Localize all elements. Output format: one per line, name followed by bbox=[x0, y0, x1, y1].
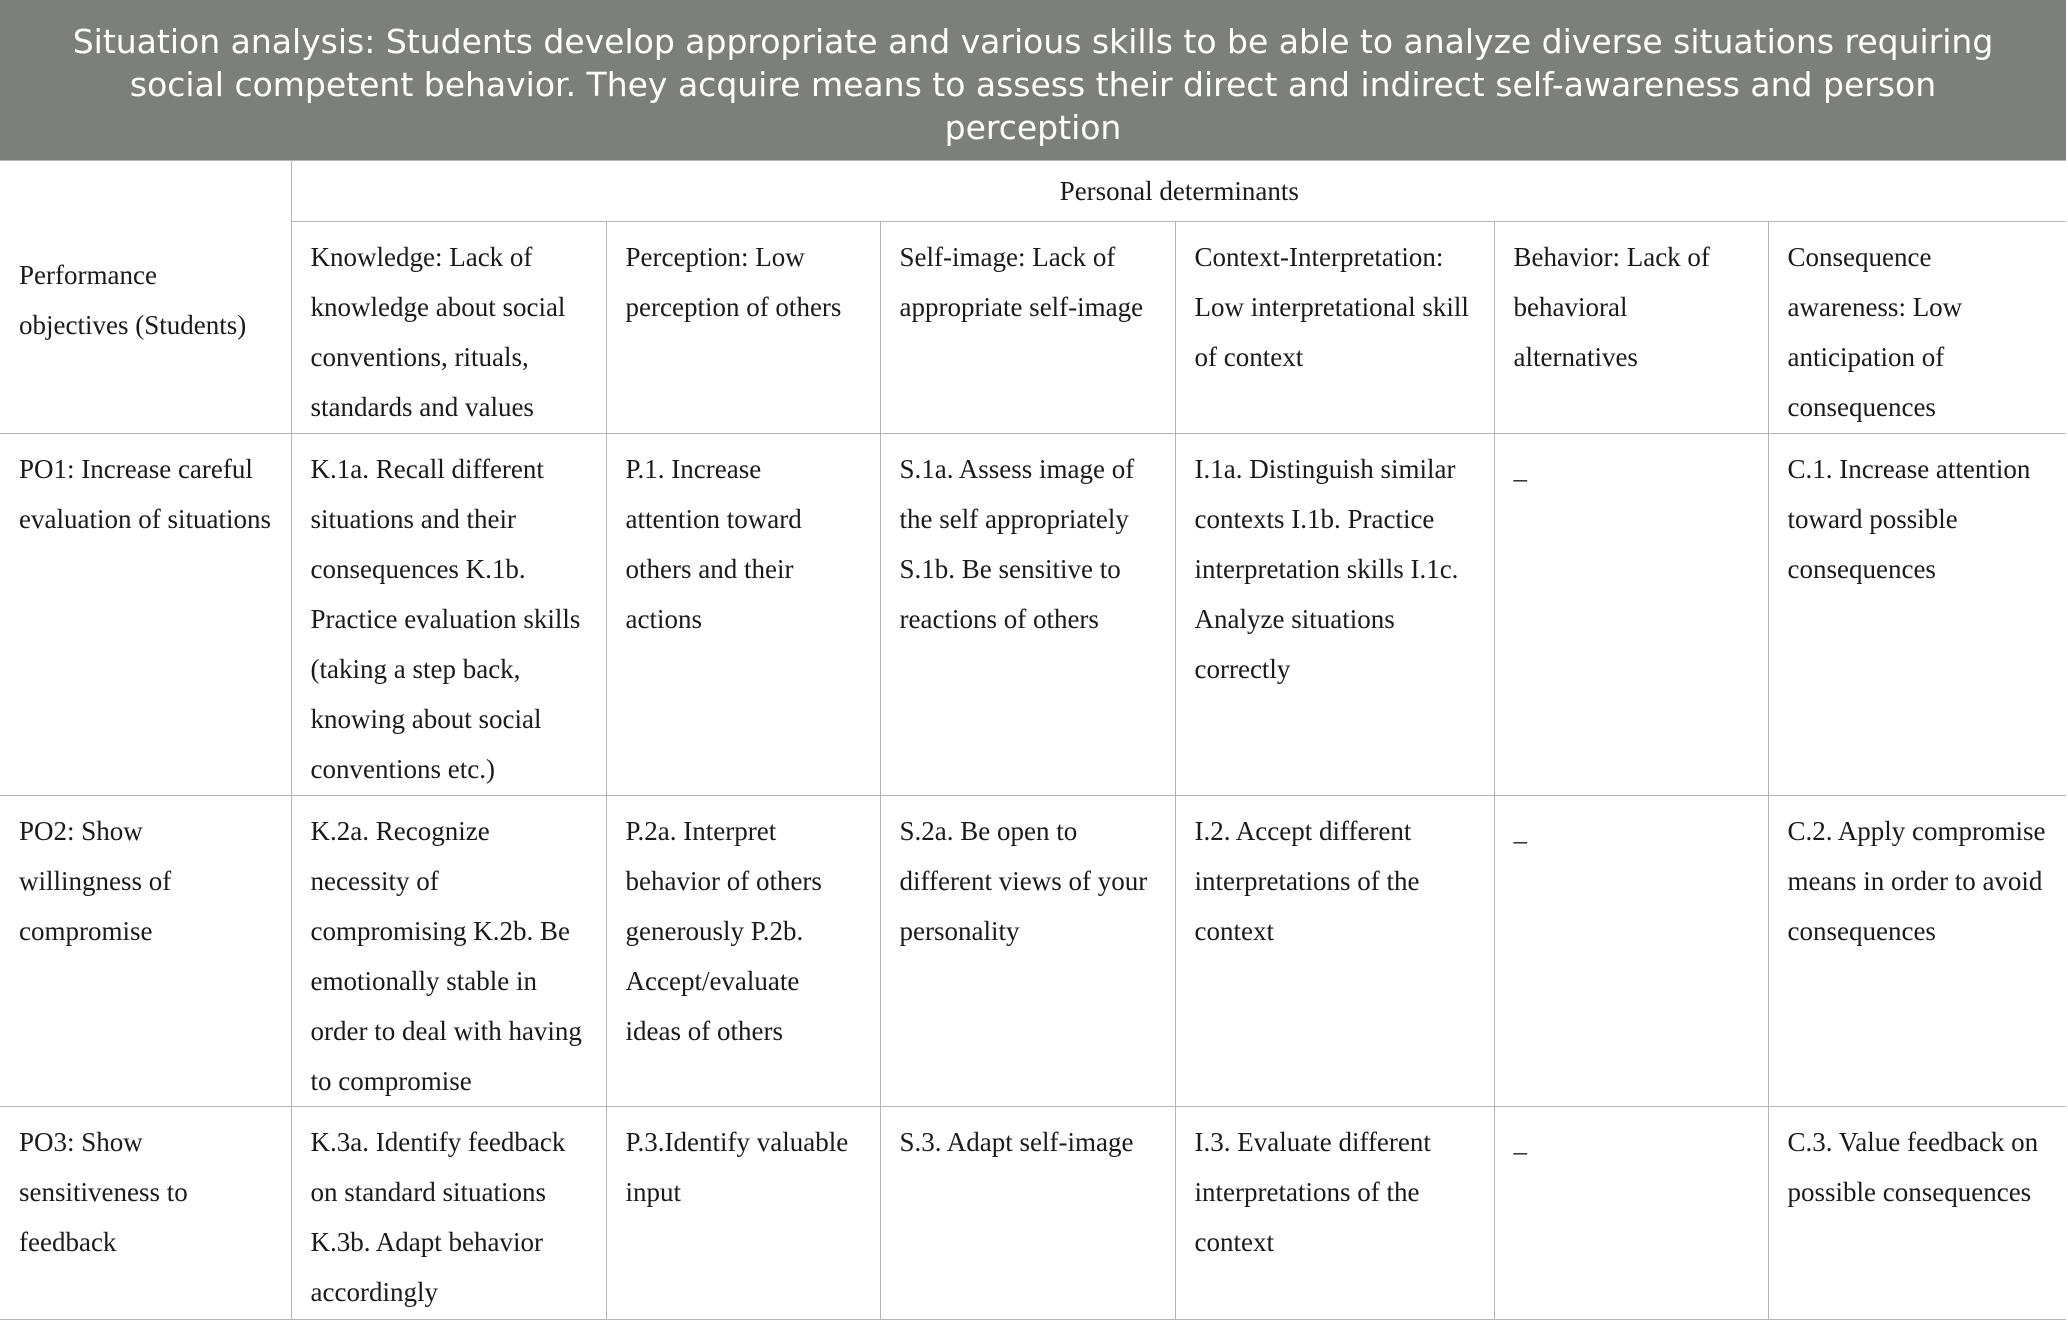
table-cell: I.1a. Distinguish similar contexts I.1b. Practice interpretation skills I.1c. Analyze situations correctly bbox=[1175, 434, 1494, 796]
table-cell: I.2. Accept different interpretations of the context bbox=[1175, 796, 1494, 1107]
table-cell: S.3. Adapt self-image bbox=[880, 1107, 1175, 1320]
table-caption: Situation analysis: Students develop appropriate and various skills to be able to analyze diverse situations requiring social competent behavior. They acquire means to assess their direct and indirect self-awareness and person perception bbox=[0, 0, 2066, 160]
objective-cell: PO2: Show willingness of compromise bbox=[0, 796, 291, 1107]
column-header-consequence-awareness: Consequence awareness: Low anticipation of consequences bbox=[1768, 222, 2066, 434]
table-cell: S.1a. Assess image of the self appropriately S.1b. Be sensitive to reactions of others bbox=[880, 434, 1175, 796]
table-cell: _ bbox=[1494, 796, 1768, 1107]
table-cell: K.2a. Recognize necessity of compromising K.2b. Be emotionally stable in order to deal with having to compromise bbox=[291, 796, 606, 1107]
column-header-behavior: Behavior: Lack of behavioral alternatives bbox=[1494, 222, 1768, 434]
table-cell: S.2a. Be open to different views of your personality bbox=[880, 796, 1175, 1107]
table-row bbox=[0, 1107, 2066, 1320]
objective-cell: PO3: Show sensitiveness to feedback bbox=[0, 1107, 291, 1320]
column-header-self-image: Self-image: Lack of appropriate self-image bbox=[880, 222, 1175, 434]
table-cell: _ bbox=[1494, 1107, 1768, 1320]
column-header-perception: Perception: Low perception of others bbox=[606, 222, 880, 434]
table-cell: P.3.Identify valuable input bbox=[606, 1107, 880, 1320]
table-row bbox=[0, 434, 2066, 796]
table-cell: C.2. Apply compromise means in order to avoid consequences bbox=[1768, 796, 2066, 1107]
header-row-group bbox=[0, 161, 2066, 222]
table-cell: P.2a. Interpret behavior of others generously P.2b. Accept/evaluate ideas of others bbox=[606, 796, 880, 1107]
objective-cell: PO1: Increase careful evaluation of situations bbox=[0, 434, 291, 796]
header-row-determinants bbox=[0, 222, 2066, 434]
table-cell: I.3. Evaluate different interpretations of the context bbox=[1175, 1107, 1494, 1320]
determinants-table bbox=[0, 160, 2066, 1320]
group-header-personal-determinants: Personal determinants bbox=[291, 161, 2066, 222]
row-header-label: Performance objectives (Students) bbox=[0, 161, 291, 434]
table-cell: C.3. Value feedback on possible consequences bbox=[1768, 1107, 2066, 1320]
column-header-context-interpretation: Context-Interpretation: Low interpretational skill of context bbox=[1175, 222, 1494, 434]
table-cell: K.3a. Identify feedback on standard situations K.3b. Adapt behavior accordingly bbox=[291, 1107, 606, 1320]
table-cell: _ bbox=[1494, 434, 1768, 796]
column-header-knowledge: Knowledge: Lack of knowledge about social conventions, rituals, standards and values bbox=[291, 222, 606, 434]
table-cell: C.1. Increase attention toward possible consequences bbox=[1768, 434, 2066, 796]
table-row bbox=[0, 796, 2066, 1107]
table-cell: P.1. Increase attention toward others and their actions bbox=[606, 434, 880, 796]
table-cell: K.1a. Recall different situations and their consequences K.1b. Practice evaluation skills (taking a step back, knowing about social conventions etc.) bbox=[291, 434, 606, 796]
